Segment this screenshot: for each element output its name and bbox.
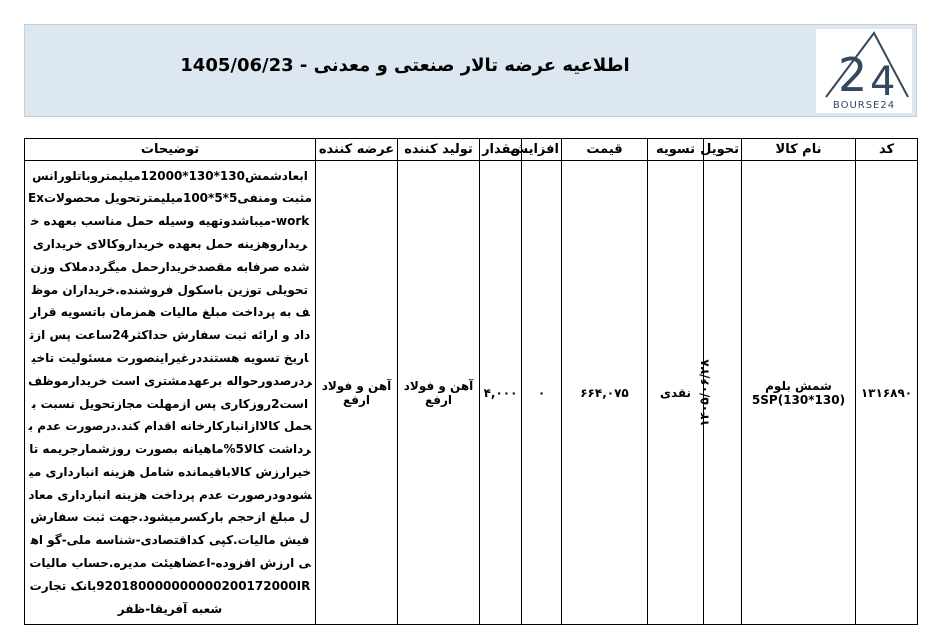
offer-table [24, 138, 918, 625]
logo-mark-icon [816, 29, 912, 101]
cell-supplier: آهن و فولاد ارفع [316, 161, 398, 625]
col-settlement: تسویه [648, 139, 704, 161]
cell-code: ۱۳۱۶۸۹۰ [856, 161, 918, 625]
cell-settlement: نقدی [648, 161, 704, 625]
bourse24-logo [816, 29, 912, 113]
col-producer: تولید کننده [398, 139, 480, 161]
cell-producer: آهن و فولاد ارفع [398, 161, 480, 625]
cell-increase: ۰ [522, 161, 562, 625]
col-supplier: عرضه کننده [316, 139, 398, 161]
delivery-date: ۱۴۰۵/۰۶/۲۸ [697, 358, 712, 427]
logo-text: BOURSE24 [832, 100, 896, 111]
cell-amount: ۴,۰۰۰ [480, 161, 522, 625]
cell-delivery [697, 161, 742, 625]
col-increase: افزایش [522, 139, 562, 161]
col-amount: مقدار [480, 139, 522, 161]
table-row [25, 161, 918, 625]
col-delivery: تحویل [704, 139, 742, 161]
svg-text:4: 4 [870, 59, 896, 101]
svg-text:2: 2 [838, 48, 868, 101]
page-title: اطلاعیه عرضه تالار صنعتی و معدنی - 1405/06/23 [180, 55, 630, 76]
col-price: قیمت [562, 139, 648, 161]
cell-name: شمش بلوم (130*130)5SP [742, 161, 856, 625]
table-header-row [25, 139, 918, 161]
cell-price: ۶۶۴,۰۷۵ [562, 161, 648, 625]
col-code: کد [856, 139, 918, 161]
col-name: نام کالا [742, 139, 856, 161]
col-notes: توضیحات [25, 139, 316, 161]
header-banner [24, 24, 917, 117]
cell-notes: ابعادشمش130*130*12000میلیمتروباتلورانس مثبت ومنفی5*5*100میلیمترتحویل محصولاتEx work-میباشدوتهیه وسیله حمل مناسب بعهده خریداروهزینه حمل بعهده خریداروکالای خریداری شده صرفابه مقصدخریدارحمل میگرددملاک وزن تحویلی توزین باسکول فروشنده.خریداران موظف به پرداخت مبلغ مالیات همزمان باتسویه قرارداد و ارائه ثبت سفارش حداکثر24ساعت پس ازتاریخ تسویه هستنددرغیراینصورت مسئولیت تاخیردرصدورحواله برعهدمشتری است خریدارموظف است2روزکاری پس ازمهلت مجازتحویل نسبت بحمل کالاازانبارکارخانه اقدام کند.درصورت عدم برداشت کالا5%ماهیانه بصورت روزشمارجریمه تاخیرارزش کالاباقیمانده شامل هزینه انبارداری میشودودرصورت عدم پرداخت هزینه انبارداری معادل مبلغ ازحجم بارکسرمیشود.جهت ثبت سفارش فیش مالیات.کپی کداقتصادی-شناسه ملی-گو اهی ارزش افزوده-اعضاهیئت مدیره.حساب مالیات920180000000000200172000IRبانک تجارت شعبه آفریقا-ظفر [25, 161, 316, 625]
